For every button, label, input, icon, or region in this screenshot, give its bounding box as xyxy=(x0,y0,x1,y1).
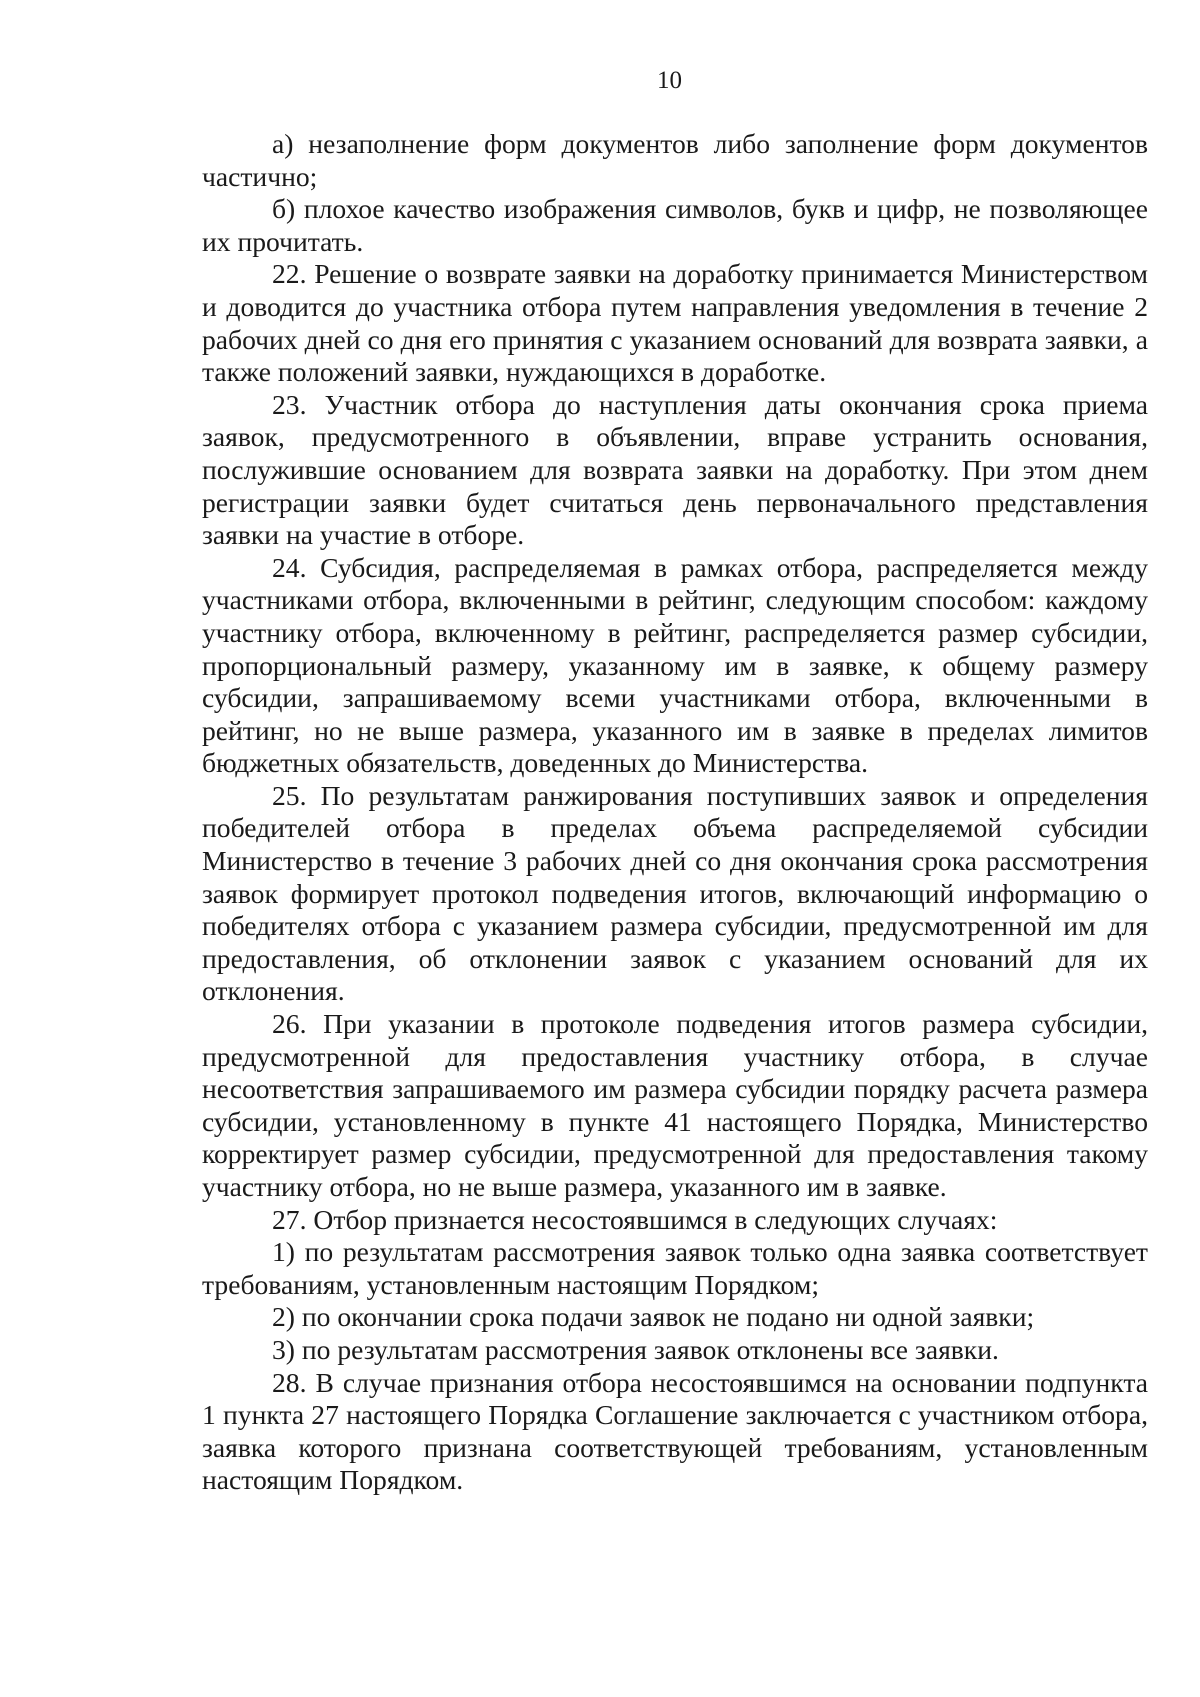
paragraph-23: 23. Участник отбора до наступления даты окончания срока приема заявок, предусмотренного в объявлении, вправе устранить основания, послужившие основанием для возврата заявки на доработку. При этом днем регистрации заявки будет считаться день первоначального представления заявки на участие в отборе. xyxy=(202,388,1148,551)
paragraph-b: б) плохое качество изображения символов, букв и цифр, не позволяющее их прочитать. xyxy=(202,193,1148,257)
paragraph-22: 22. Решение о возврате заявки на доработку принимается Министерством и доводится до участника отбора путем направления уведомления в течение 2 рабочих дней со дня его принятия с указанием оснований для возврата заявки, а также положений заявки, нуждающихся в доработке. xyxy=(202,258,1148,388)
document-body xyxy=(202,128,1148,1497)
paragraph-27-1: 1) по результатам рассмотрения заявок только одна заявка соответствует требованиям, установленным настоящим Порядком; xyxy=(202,1236,1148,1300)
paragraph-27-2: 2) по окончании срока подачи заявок не подано ни одной заявки; xyxy=(272,1301,1035,1333)
paragraph-28: 28. В случае признания отбора несостоявшимся на основании подпункта 1 пункта 27 настоящего Порядка Соглашение заключается с участником отбора, заявка которого признана соответствующей требованиям, установленным настоящим Порядком. xyxy=(202,1366,1148,1496)
paragraph-25: 25. По результатам ранжирования поступивших заявок и определения победителей отбора в пределах объема распределяемой субсидии Министерство в течение 3 рабочих дней со дня окончания срока рассмотрения заявок формирует протокол подведения итогов, включающий информацию о победителях отбора с указанием размера субсидии, предусмотренной им для предоставления, об отклонении заявок с указанием оснований для их отклонения. xyxy=(202,779,1148,1007)
paragraph-27-3: 3) по результатам рассмотрения заявок отклонены все заявки. xyxy=(272,1333,999,1365)
paragraph-a: а) незаполнение форм документов либо заполнение форм документов частично; xyxy=(202,128,1148,192)
page-number: 10 xyxy=(657,67,682,94)
paragraph-27: 27. Отбор признается несостоявшимся в следующих случаях: xyxy=(272,1203,998,1235)
paragraph-26: 26. При указании в протоколе подведения итогов размера субсидии, предусмотренной для предоставления участнику отбора, в случае несоответствия запрашиваемого им размера субсидии порядку расчета размера субсидии, установленному в пункте 41 настоящего Порядка, Министерство корректирует размер субсидии, предусмотренной для предоставления такому участнику отбора, но не выше размера, указанного им в заявке. xyxy=(202,1008,1148,1202)
paragraph-24: 24. Субсидия, распределяемая в рамках отбора, распределяется между участниками отбора, включенными в рейтинг, следующим способом: каждому участнику отбора, включенному в рейтинг, распределяется размер субсидии, пропорциональный размеру, указанному им в заявке, к общему размеру субсидии, запрашиваемому всеми участниками отбора, включенными в рейтинг, но не выше размера, указанного им в заявке в пределах лимитов бюджетных обязательств, доведенных до Министерства. xyxy=(202,551,1148,779)
